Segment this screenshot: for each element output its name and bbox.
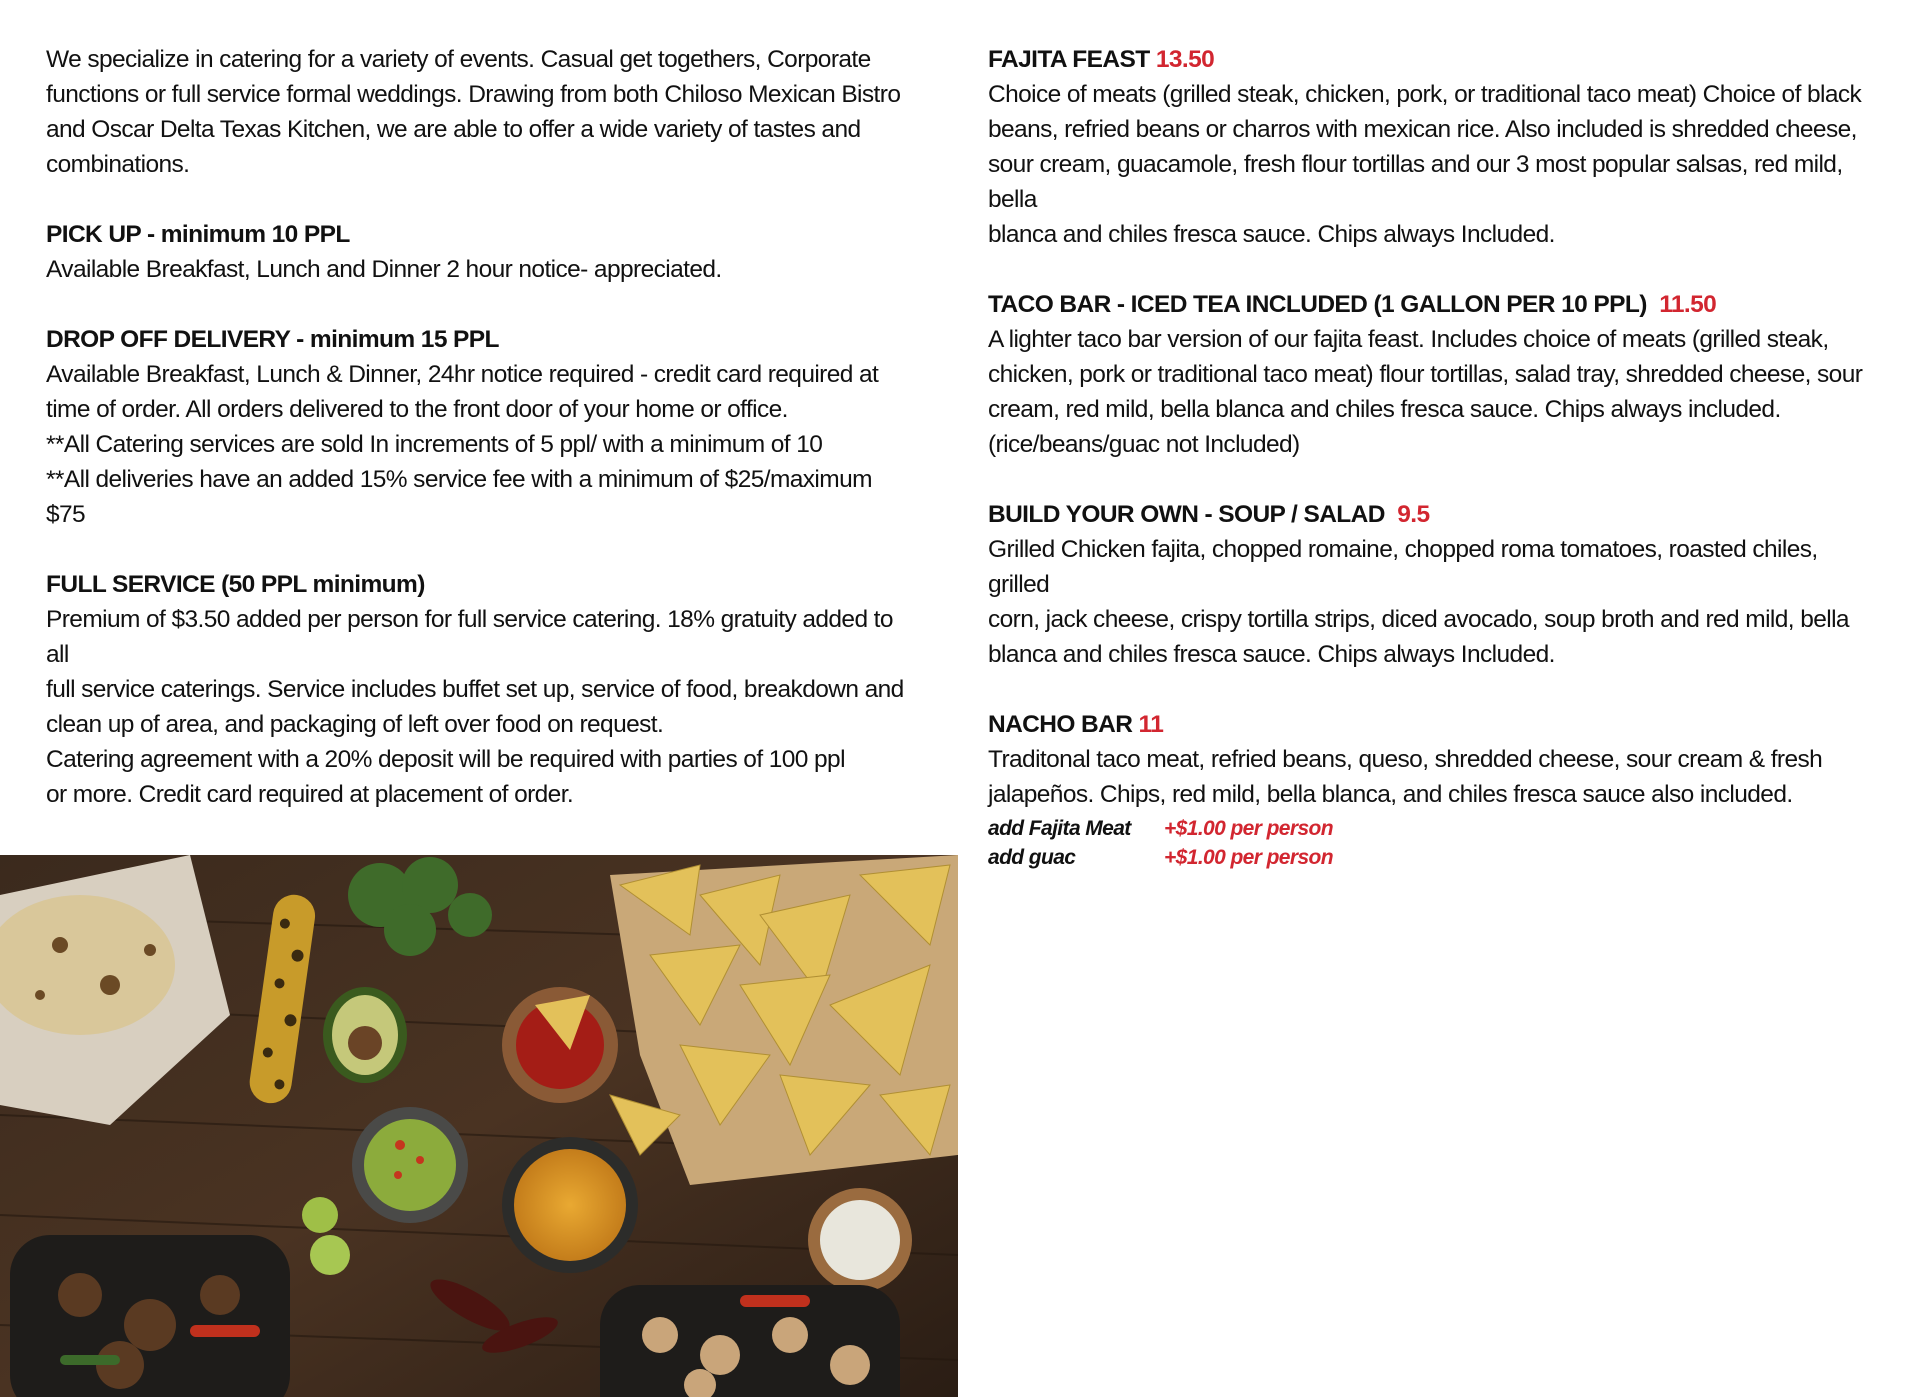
menu-item-price: 11.50 bbox=[1659, 291, 1717, 318]
pickup-heading: PICK UP - minimum 10 PPL bbox=[46, 221, 350, 248]
pickup-section bbox=[46, 217, 906, 287]
menu-item-taco-bar bbox=[988, 287, 1878, 462]
left-column bbox=[46, 42, 906, 882]
pickup-line: Available Breakfast, Lunch and Dinner 2 hour notice- appreciated. bbox=[46, 256, 722, 283]
fullservice-line: clean up of area, and packaging of left over food on request. bbox=[46, 711, 664, 738]
menu-item-description-line: corn, jack cheese, crispy tortilla strips, diced avocado, soup broth and red mild, bella bbox=[988, 606, 1849, 633]
menu-item-description-line: jalapeños. Chips, red mild, bella blanca, and chiles fresca sauce also included. bbox=[988, 781, 1793, 808]
menu-item-name: TACO BAR - ICED TEA INCLUDED (1 GALLON PER 10 PPL) bbox=[988, 291, 1647, 318]
menu-item-description-line: (rice/beans/guac not Included) bbox=[988, 431, 1300, 458]
dropoff-heading: DROP OFF DELIVERY - minimum 15 PPL bbox=[46, 326, 499, 353]
fullservice-line: or more. Credit card required at placement of order. bbox=[46, 781, 574, 808]
dropoff-line: **All deliveries have an added 15% service fee with a minimum of $25/maximum $75 bbox=[46, 466, 872, 528]
menu-item-name: NACHO BAR bbox=[988, 711, 1133, 738]
intro-line: functions or full service formal weddings. Drawing from both Chiloso Mexican Bistro bbox=[46, 81, 901, 108]
menu-item-nacho-bar bbox=[988, 707, 1878, 872]
menu-item-price: 11 bbox=[1138, 711, 1164, 738]
menu-item-description-line: chicken, pork or traditional taco meat) flour tortillas, salad tray, shredded cheese, sour bbox=[988, 361, 1863, 388]
fullservice-line: full service caterings. Service includes buffet set up, service of food, breakdown and bbox=[46, 676, 904, 703]
dropoff-line: **All Catering services are sold In increments of 5 ppl/ with a minimum of 10 bbox=[46, 431, 823, 458]
menu-item-build-your-own bbox=[988, 497, 1878, 672]
intro-line: combinations. bbox=[46, 151, 190, 178]
addon-list bbox=[988, 814, 1878, 872]
menu-item-description-line: sour cream, guacamole, fresh flour tortillas and our 3 most popular salsas, red mild, bella bbox=[988, 151, 1843, 213]
addon-name: add Fajita Meat bbox=[988, 817, 1131, 840]
menu-item-fajita-feast bbox=[988, 42, 1878, 252]
fullservice-heading: FULL SERVICE (50 PPL minimum) bbox=[46, 571, 425, 598]
dropoff-line: Available Breakfast, Lunch & Dinner, 24hr notice required - credit card required at bbox=[46, 361, 879, 388]
addon-name: add guac bbox=[988, 846, 1076, 869]
menu-item-price: 9.5 bbox=[1397, 501, 1430, 528]
right-column bbox=[988, 42, 1878, 872]
intro-line: We specialize in catering for a variety of events. Casual get togethers, Corporate bbox=[46, 46, 871, 73]
menu-item-name: FAJITA FEAST bbox=[988, 46, 1150, 73]
food-photo bbox=[0, 855, 958, 1397]
menu-item-description-line: beans, refried beans or charros with mexican rice. Also included is shredded cheese, bbox=[988, 116, 1857, 143]
menu-item-description-line: cream, red mild, bella blanca and chiles fresca sauce. Chips always included. bbox=[988, 396, 1781, 423]
menu-item-price: 13.50 bbox=[1155, 46, 1215, 73]
menu-item-description-line: blanca and chiles fresca sauce. Chips always Included. bbox=[988, 641, 1555, 668]
addon-row bbox=[988, 814, 1878, 843]
addon-price: +$1.00 per person bbox=[1164, 846, 1333, 869]
fullservice-line: Catering agreement with a 20% deposit will be required with parties of 100 ppl bbox=[46, 746, 845, 773]
addon-row bbox=[988, 843, 1878, 872]
menu-item-name: BUILD YOUR OWN - SOUP / SALAD bbox=[988, 501, 1385, 528]
menu-item-description-line: Traditonal taco meat, refried beans, queso, shredded cheese, sour cream & fresh bbox=[988, 746, 1823, 773]
dropoff-line: time of order. All orders delivered to the front door of your home or office. bbox=[46, 396, 788, 423]
fullservice-section bbox=[46, 567, 906, 812]
fullservice-line: Premium of $3.50 added per person for full service catering. 18% gratuity added to all bbox=[46, 606, 893, 668]
menu-item-description-line: A lighter taco bar version of our fajita feast. Includes choice of meats (grilled steak, bbox=[988, 326, 1829, 353]
dropoff-section bbox=[46, 322, 906, 532]
menu-item-description-line: Choice of meats (grilled steak, chicken, pork, or traditional taco meat) Choice of black bbox=[988, 81, 1862, 108]
menu-item-description-line: blanca and chiles fresca sauce. Chips always Included. bbox=[988, 221, 1555, 248]
addon-price: +$1.00 per person bbox=[1164, 817, 1333, 840]
intro-line: and Oscar Delta Texas Kitchen, we are able to offer a wide variety of tastes and bbox=[46, 116, 861, 143]
menu-item-description-line: Grilled Chicken fajita, chopped romaine, chopped roma tomatoes, roasted chiles, grilled bbox=[988, 536, 1818, 598]
intro-paragraph bbox=[46, 42, 906, 182]
